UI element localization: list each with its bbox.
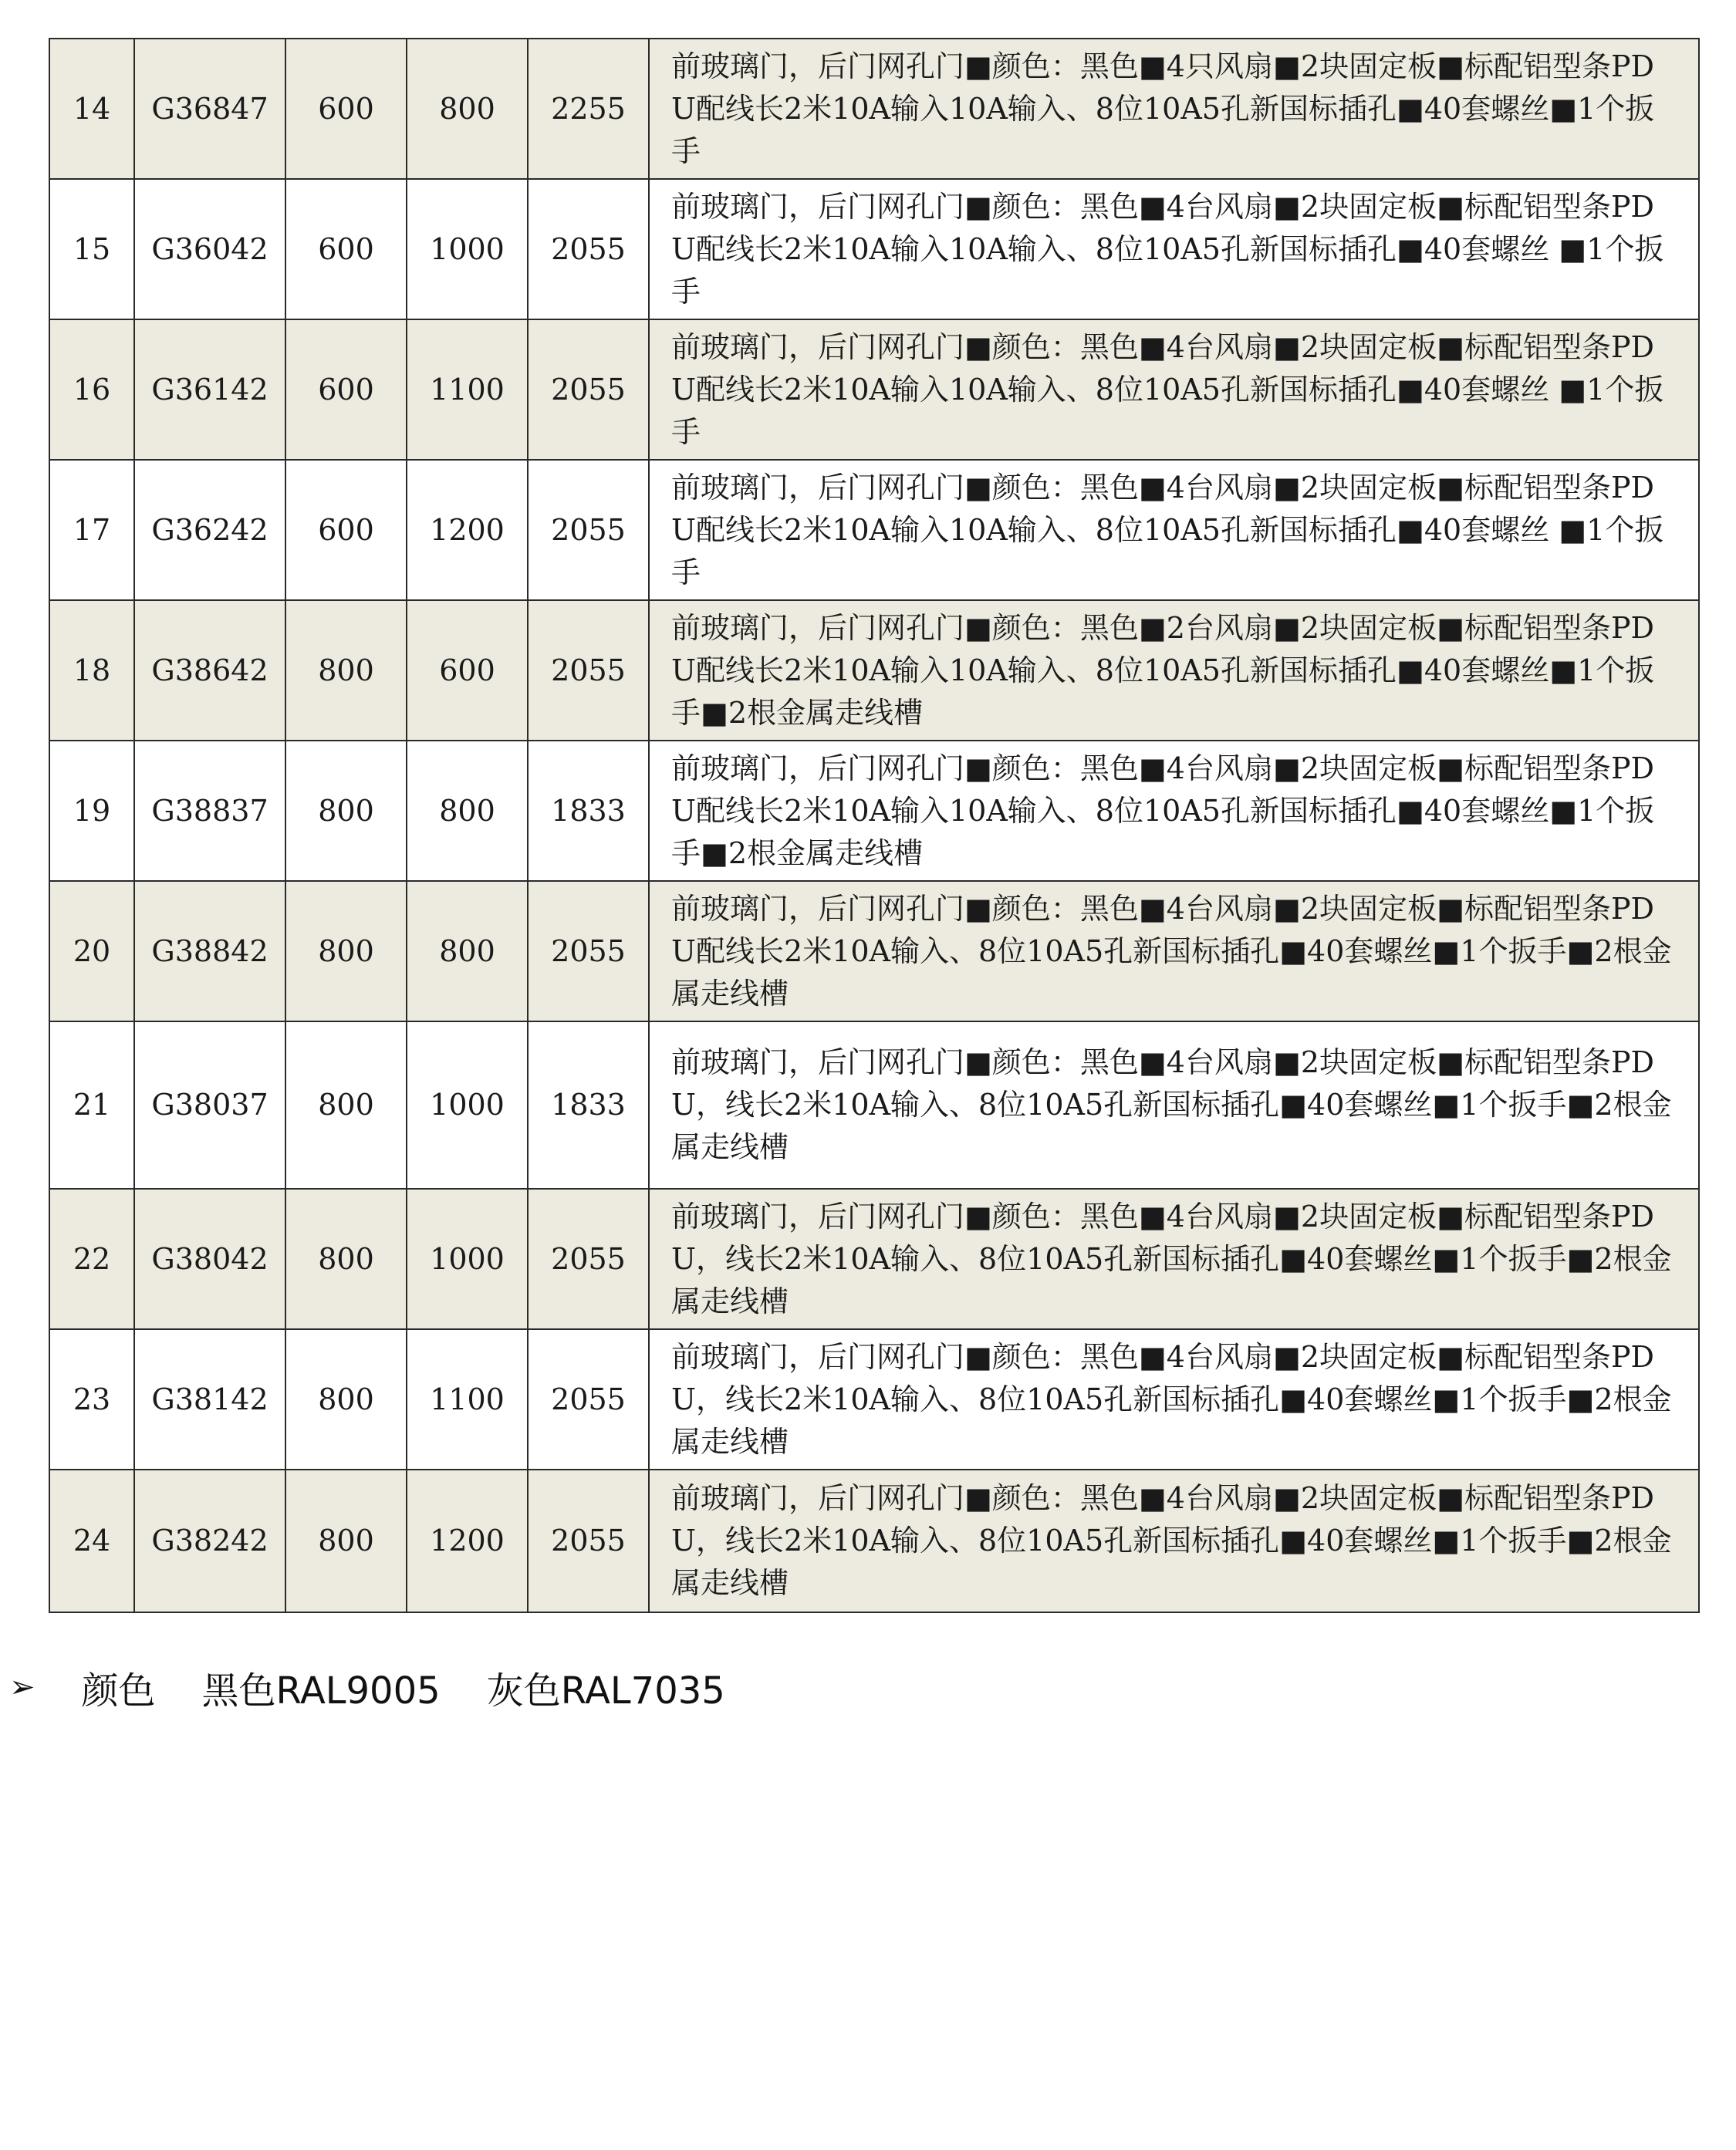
table-row — [49, 1470, 1699, 1612]
row-number: 14 — [49, 39, 134, 179]
arrow-bullet-icon: ➢ — [9, 1669, 35, 1705]
height-value: 2055 — [528, 1189, 649, 1329]
table-row — [49, 179, 1699, 319]
width-value: 800 — [285, 1470, 407, 1612]
height-value: 2055 — [528, 1329, 649, 1470]
table-row — [49, 1021, 1699, 1189]
height-value: 2055 — [528, 600, 649, 741]
model-code: G38042 — [134, 1189, 285, 1329]
height-value: 2055 — [528, 179, 649, 319]
model-code: G38842 — [134, 881, 285, 1021]
model-code: G38642 — [134, 600, 285, 741]
row-number: 21 — [49, 1021, 134, 1189]
table-row — [49, 460, 1699, 600]
depth-value: 1100 — [407, 1329, 528, 1470]
gray-color-option: 灰色RAL7035 — [486, 1669, 725, 1713]
depth-value: 800 — [407, 39, 528, 179]
model-code: G36042 — [134, 179, 285, 319]
width-value: 600 — [285, 39, 407, 179]
model-code: G38242 — [134, 1470, 285, 1612]
height-value: 2055 — [528, 319, 649, 460]
width-value: 800 — [285, 1329, 407, 1470]
width-value: 800 — [285, 600, 407, 741]
table-row — [49, 319, 1699, 460]
width-value: 800 — [285, 881, 407, 1021]
depth-value: 800 — [407, 881, 528, 1021]
height-value: 2255 — [528, 39, 649, 179]
height-value: 2055 — [528, 881, 649, 1021]
configuration-description: 前玻璃门，后门网孔门■颜色：黑色■2台风扇■2块固定板■标配铝型条PDU配线长2米10A输入10A输入、8位10A5孔新国标插孔■40套螺丝■1个扳手■2根金属走线槽 — [649, 600, 1699, 741]
depth-value: 1200 — [407, 1470, 528, 1612]
black-color-option: 黑色RAL9005 — [201, 1669, 441, 1713]
configuration-description: 前玻璃门，后门网孔门■颜色：黑色■4台风扇■2块固定板■标配铝型条PDU配线长2米10A输入10A输入、8位10A5孔新国标插孔■40套螺丝 ■1个扳手 — [649, 460, 1699, 600]
width-value: 800 — [285, 1021, 407, 1189]
depth-value: 800 — [407, 741, 528, 881]
table-row — [49, 1329, 1699, 1470]
width-value: 600 — [285, 460, 407, 600]
configuration-description: 前玻璃门，后门网孔门■颜色：黑色■4台风扇■2块固定板■标配铝型条PDU，线长2米10A输入、8位10A5孔新国标插孔■40套螺丝■1个扳手■2根金属走线槽 — [649, 1189, 1699, 1329]
width-value: 600 — [285, 319, 407, 460]
height-value: 2055 — [528, 460, 649, 600]
color-options-note — [9, 1660, 725, 1714]
model-code: G38037 — [134, 1021, 285, 1189]
table-row — [49, 39, 1699, 179]
model-code: G38142 — [134, 1329, 285, 1470]
model-code: G38837 — [134, 741, 285, 881]
width-value: 600 — [285, 179, 407, 319]
configuration-description: 前玻璃门，后门网孔门■颜色：黑色■4台风扇■2块固定板■标配铝型条PDU配线长2米10A输入10A输入、8位10A5孔新国标插孔■40套螺丝 ■1个扳手 — [649, 319, 1699, 460]
configuration-description: 前玻璃门，后门网孔门■颜色：黑色■4台风扇■2块固定板■标配铝型条PDU配线长2米10A输入10A输入、8位10A5孔新国标插孔■40套螺丝■1个扳手■2根金属走线槽 — [649, 741, 1699, 881]
width-value: 800 — [285, 1189, 407, 1329]
configuration-description: 前玻璃门，后门网孔门■颜色：黑色■4台风扇■2块固定板■标配铝型条PDU，线长2米10A输入、8位10A5孔新国标插孔■40套螺丝■1个扳手■2根金属走线槽 — [649, 1329, 1699, 1470]
depth-value: 1100 — [407, 319, 528, 460]
table-row — [49, 881, 1699, 1021]
row-number: 19 — [49, 741, 134, 881]
model-code: G36242 — [134, 460, 285, 600]
product-spec-table — [49, 38, 1700, 1613]
table-row — [49, 600, 1699, 741]
row-number: 18 — [49, 600, 134, 741]
depth-value: 1000 — [407, 179, 528, 319]
model-code: G36142 — [134, 319, 285, 460]
row-number: 16 — [49, 319, 134, 460]
color-label: 颜色 — [81, 1669, 156, 1713]
configuration-description: 前玻璃门，后门网孔门■颜色：黑色■4台风扇■2块固定板■标配铝型条PDU，线长2米10A输入、8位10A5孔新国标插孔■40套螺丝■1个扳手■2根金属走线槽 — [649, 1021, 1699, 1189]
height-value: 2055 — [528, 1470, 649, 1612]
row-number: 24 — [49, 1470, 134, 1612]
height-value: 1833 — [528, 741, 649, 881]
configuration-description: 前玻璃门，后门网孔门■颜色：黑色■4台风扇■2块固定板■标配铝型条PDU，线长2米10A输入、8位10A5孔新国标插孔■40套螺丝■1个扳手■2根金属走线槽 — [649, 1470, 1699, 1612]
configuration-description: 前玻璃门，后门网孔门■颜色：黑色■4台风扇■2块固定板■标配铝型条PDU配线长2米10A输入10A输入、8位10A5孔新国标插孔■40套螺丝 ■1个扳手 — [649, 179, 1699, 319]
table-row — [49, 741, 1699, 881]
row-number: 20 — [49, 881, 134, 1021]
row-number: 22 — [49, 1189, 134, 1329]
row-number: 17 — [49, 460, 134, 600]
configuration-description: 前玻璃门，后门网孔门■颜色：黑色■4台风扇■2块固定板■标配铝型条PDU配线长2米10A输入、8位10A5孔新国标插孔■40套螺丝■1个扳手■2根金属走线槽 — [649, 881, 1699, 1021]
model-code: G36847 — [134, 39, 285, 179]
depth-value: 1200 — [407, 460, 528, 600]
row-number: 23 — [49, 1329, 134, 1470]
spec-table-body — [49, 39, 1699, 1612]
configuration-description: 前玻璃门，后门网孔门■颜色：黑色■4只风扇■2块固定板■标配铝型条PDU配线长2米10A输入10A输入、8位10A5孔新国标插孔■40套螺丝■1个扳手 — [649, 39, 1699, 179]
depth-value: 1000 — [407, 1189, 528, 1329]
depth-value: 600 — [407, 600, 528, 741]
height-value: 1833 — [528, 1021, 649, 1189]
row-number: 15 — [49, 179, 134, 319]
width-value: 800 — [285, 741, 407, 881]
depth-value: 1000 — [407, 1021, 528, 1189]
table-row — [49, 1189, 1699, 1329]
